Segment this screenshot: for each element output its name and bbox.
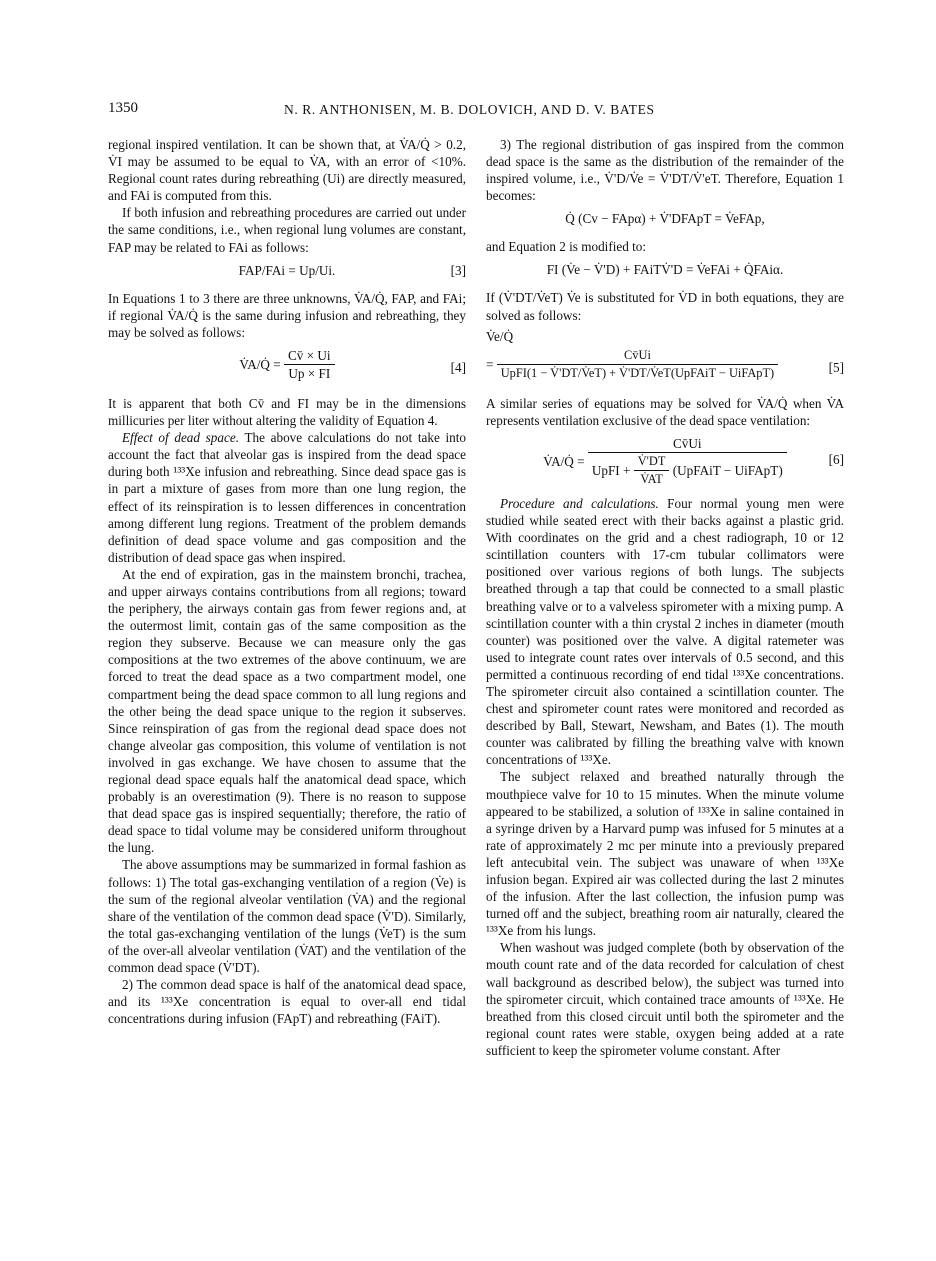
page-number: 1350 <box>108 100 138 116</box>
paragraph: It is apparent that both Cv̄ and FI may be in the dimensions millicuries per liter without altering the validity of Equation 4. <box>108 395 466 429</box>
fraction-denominator: UpFI + $\frac{V̇'DT}{V̇AT}$ (UpFAiT − UiFApT) <box>588 453 787 488</box>
equation-body: Q̇ (Cv − FApα) + V̇'DFApT = V̇eFAp, <box>565 211 765 227</box>
paragraph: When washout was judged complete (both by observation of the mouth count rate and of the data recorded for calculation of chest wall background as described below), the subject was turned into the spirometer circuit, which contained trace amounts of ¹³³Xe. He breathed from this closed circuit until both the spirometer and the regional count rates were stable, oxygen being added at a rate sufficient to keep the spirometer volume constant. After <box>486 940 844 1058</box>
fraction-denominator: Up × FI <box>288 366 331 382</box>
paragraph: The above assumptions may be summarized in formal fashion as follows: 1) The total gas-exchanging ventilation of a region (V̇e) is the sum of the regional alveolar ventilation (V̇A) and the regional share of the ventilation of the common dead space (V̇'D). Similarly, the total gas-exchanging ventilation of the lungs (V̇eT) is the sum of the over-all alveolar ventilation (V̇AT) and the ventilation of the common dead space (V̇'DT). <box>108 857 466 976</box>
equation-fraction <box>588 435 787 488</box>
equation-5-label: V̇e/Q̇ <box>486 328 514 344</box>
fraction-denominator: UpFI(1 − V̇'DT/V̇eT) + V̇'DT/V̇eT(UpFAiT − UiFApT) <box>500 365 775 380</box>
equation-number: [6] <box>828 451 844 467</box>
equation-3 <box>108 262 466 284</box>
equation-5: = $\frac{Cv̄Ui}{\text{UpFI(1 − V̇'DT/V̇eT) + V̇'DT/V̇eT(UpFAiT − UiFApT)}}$ [5] <box>486 347 844 389</box>
equation-lhs: V̇A/Q̇ = <box>543 454 585 470</box>
paragraph: The subject relaxed and breathed naturally through the mouthpiece valve for 10 to 15 minutes. When the minute volume appeared to be stabilized, a solution of ¹³³Xe in saline contained in a syringe driven by a Harvard pump was infused for 5 minutes at a rate of approximately 2 mc per minute into a previously prepared left antecubital vein. The subject was unaware of when ¹³³Xe infusion began. Expired air was collected during the last 2 minutes of the infusion. After the last collection, the infusion pump was turned off and the subject, breathing room air naturally, cleared the ¹³³Xe from his lungs. <box>486 769 844 939</box>
right-column <box>486 136 844 1059</box>
paragraph-text: Four normal young men were studied while seated erect with their backs against a plastic grid. With coordinates on the grid and a chest radiograph, 10 or 12 scintillation counters with 17-cm tubular collimators were positioned over various regions of both lungs. The subjects breathed through a tap that could be connected to a small plastic breathing valve or to a valveless spirometer with a mixing pump. A scintillation counter with a thin crystal 2 inches in diameter (mouth counter) was positioned over the valve. A digital ratemeter was used to integrate count rates over intervals of 0.5 second, and this permitted a continuous recording of end tidal ¹³³Xe concentrations. The spirometer circuit also contained a scintillation counter. The chest and spirometer count rates were monitored and recorded as described by Ball, Stewart, Newsham, and Bates (1). The mouth counter was calibrated by filling the breathing valve with known concentrations of ¹³³Xe. <box>486 495 844 768</box>
section-heading: Procedure and calculations. <box>500 495 659 511</box>
paragraph: If (V̇'DT/V̇eT) V̇e is substituted for V̇D in both equations, they are solved as follows: <box>486 290 844 323</box>
equation-4 <box>108 347 466 389</box>
inner-fraction: $\frac{V̇'DT}{V̇AT}$ <box>634 453 670 488</box>
equation-6 <box>486 435 844 489</box>
paragraph <box>486 495 844 769</box>
running-header <box>108 100 846 120</box>
equation-2-modified <box>486 261 844 283</box>
paragraph: At the end of expiration, gas in the mainstem bronchi, trachea, and upper airways contains contributions from all regions; toward the periphery, the airways contain gas from fewer regions and, at the outermost limit, contain gas of the same composition as the region they subserve. Because we can measure only the gas compositions at the two extremes of the above continuum, we are forced to treat the dead space as a two compartment model, one compartment being the dead space common to all lung regions and the other being the dead space unique to the region it subserves. Since reinspiration of gas from the regional dead space does not change alveolar gas composition, this volume of ventilation is not involved in gas exchange. We have chosen to assume that the regional dead space equals half the anatomical dead space, which probably is an overestimation (9). There is no reason to suppose that dead space gas is inspired sequentially; therefore, the ratio of dead space to tidal volume may be considered uniform throughout the lung. <box>108 566 466 856</box>
paragraph: and Equation 2 is modified to: <box>486 239 647 255</box>
paragraph: If both infusion and rebreathing procedures are carried out under the same conditions, i.e., when regional lung volumes are constant, FAP may be related to FAi as follows: <box>108 205 466 255</box>
equation-body: FAP/FAi = Up/Ui. <box>238 262 336 278</box>
fraction-numerator: Cv̄ × Ui <box>284 347 335 365</box>
equation-number: [5] <box>828 359 844 375</box>
paragraph <box>108 429 466 566</box>
fraction-numerator: Cv̄Ui <box>497 347 778 365</box>
equation-number: [3] <box>450 262 466 278</box>
equation-fraction <box>497 347 778 382</box>
fraction-numerator: Cv̄Ui <box>588 435 787 453</box>
equation-body: FI (V̇e − V̇'D) + FAiTV̇'D = V̇eFAi + Q̇FAiα. <box>546 262 784 278</box>
running-head-authors: N. R. ANTHONISEN, M. B. DOLOVICH, AND D. V. BATES <box>284 102 655 117</box>
equation-fraction <box>284 347 335 382</box>
paragraph: 2) The common dead space is half of the anatomical dead space, and its ¹³³Xe concentration is equal to over-all end tidal concentrations during infusion (FApT) and rebreathing (FAiT). <box>108 977 466 1027</box>
equation-lhs: V̇A/Q̇ = <box>239 356 281 372</box>
equation-number: [4] <box>450 359 466 375</box>
paragraph-text: The above calculations do not take into account the fact that alveolar gas is inspired from the dead space during both ¹³³Xe infusion and rebreathing. Since dead space gas is in part a mixture of gases from more than one lung region, the effect of its reinspiration is to lessen differences in concentration among different lung regions. Treatment of the problem demands definition of dead space volume and gas composition and the distribution of dead space gas when inspired. <box>108 430 466 565</box>
paragraph: 3) The regional distribution of gas inspired from the common dead space is the same as the distribution of the remainder of the inspired volume, i.e., V̇'D/V̇e = V̇'DT/V̇'eT. Therefore, Equation 1 becomes: <box>486 137 844 204</box>
section-heading: Effect of dead space. <box>122 430 239 446</box>
paragraph: In Equations 1 to 3 there are three unknowns, V̇A/Q̇, FAP, and FAi; if regional V̇A/Q̇ is the same during infusion and rebreathing, they may be solved as follows: <box>108 290 466 340</box>
left-column <box>108 136 466 1027</box>
paragraph: A similar series of equations may be solved for V̇A/Q̇ when V̇A represents ventilation exclusive of the dead space ventilation: <box>486 395 844 428</box>
equation-1-modified <box>486 210 844 232</box>
paragraph: regional inspired ventilation. It can be shown that, at V̇A/Q̇ > 0.2, V̇I may be assumed to be equal to V̇A, with an error of <10%. Regional count rates during rebreathing (Ui) are directly measured, and FAi is computed from this. <box>108 137 466 204</box>
